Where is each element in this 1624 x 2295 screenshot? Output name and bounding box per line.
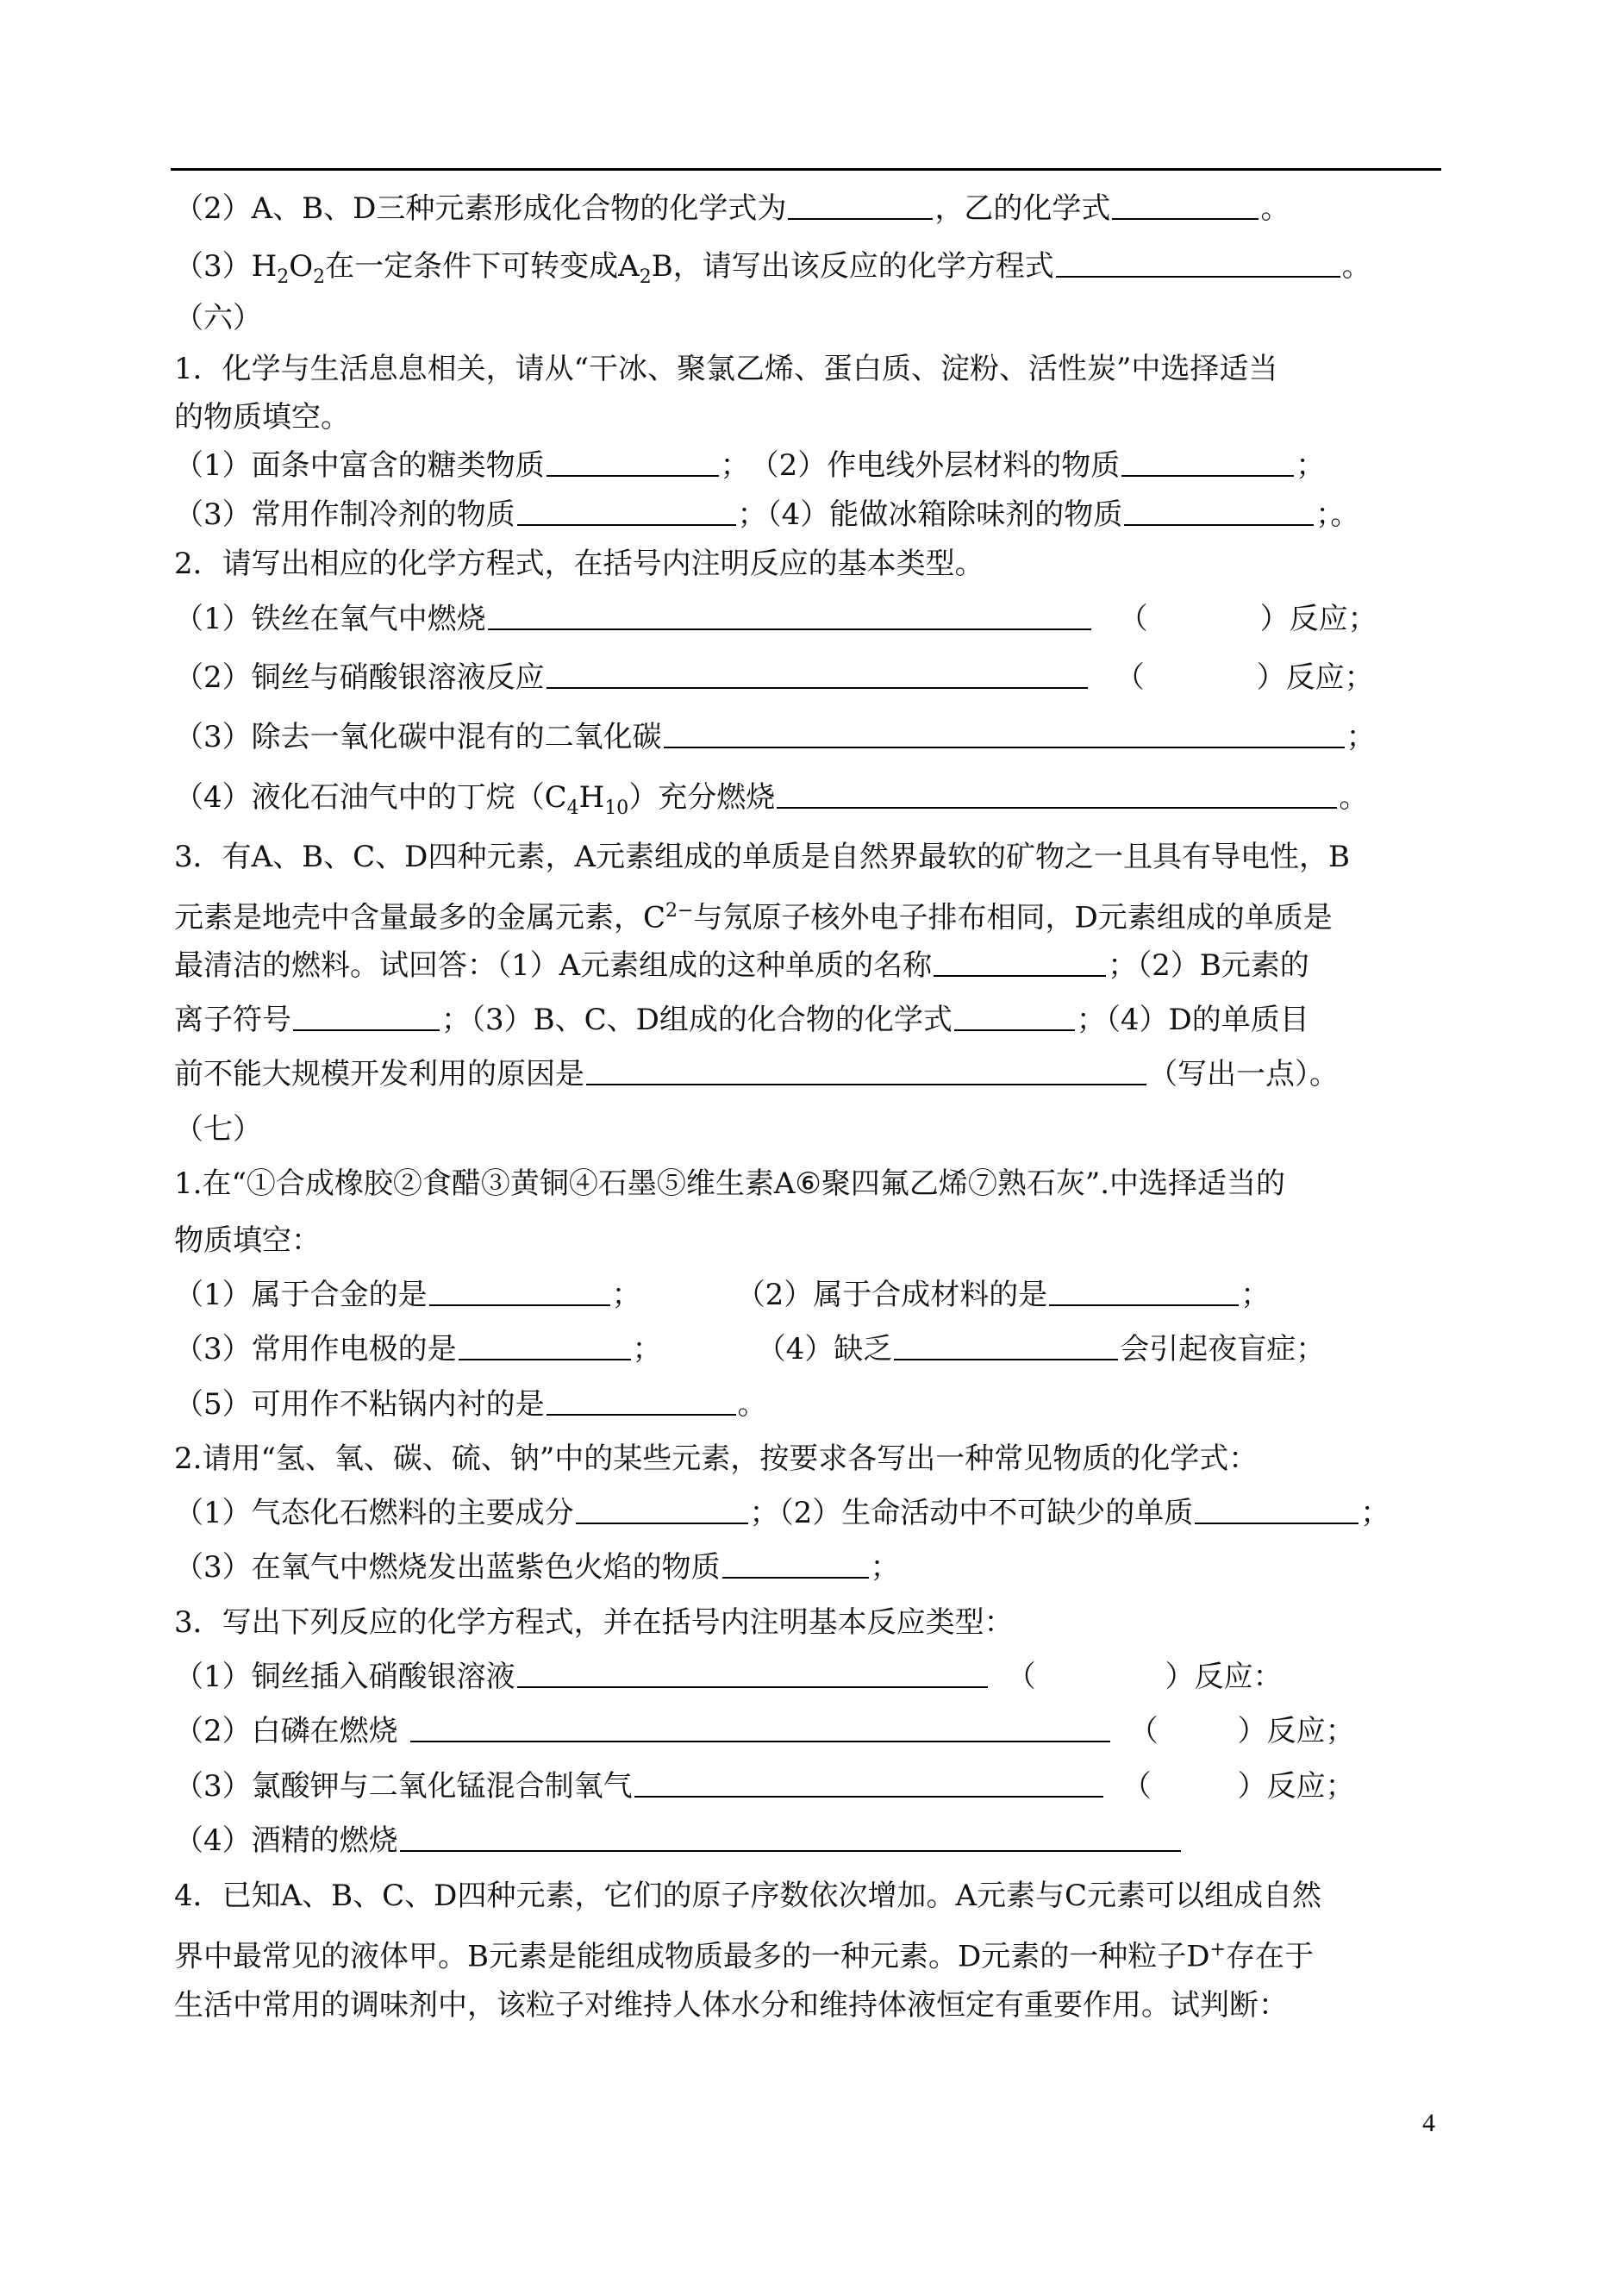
question-7-1-cont: 物质填空： xyxy=(174,1223,321,1258)
answer-blank[interactable] xyxy=(777,781,1337,809)
question-7-3: 3．写出下列反应的化学方程式，并在括号内注明基本反应类型： xyxy=(174,1605,1014,1640)
question-6-2: 2．请写出相应的化学方程式，在括号内注明反应的基本类型。 xyxy=(174,547,984,581)
question-7-2-items: （1）气态化石燃料的主要成分 ；（2）生命活动中不可缺少的单质 ； xyxy=(174,1496,1390,1530)
question-6-3-cont: 前不能大规模开发利用的原因是 （写出一点）。 xyxy=(174,1057,1339,1091)
answer-blank[interactable] xyxy=(586,1058,1146,1085)
section-heading-7: （七） xyxy=(174,1112,262,1147)
answer-blank[interactable] xyxy=(410,1715,1110,1742)
question-6-1: 1．化学与生活息息相关，请从“干冰、聚氯乙烯、蛋白质、淀粉、活性炭”中选择适当 xyxy=(174,352,1278,386)
question-6-2-item: （2）铜丝与硝酸银溶液反应 （ ）反应； xyxy=(174,660,1374,695)
question-6-2-item: （3）除去一氧化碳中混有的二氧化碳 ； xyxy=(174,720,1376,754)
question-7-3-item: （3）氯酸钾与二氧化锰混合制氧气 （ ）反应； xyxy=(174,1769,1355,1804)
answer-blank[interactable] xyxy=(517,498,736,526)
answer-blank[interactable] xyxy=(576,1497,748,1524)
question-6-1-items: （1）面条中富含的糖类物质 ； （2）作电线外层材料的物质 ； xyxy=(174,448,1326,483)
answer-blank[interactable] xyxy=(429,1279,610,1306)
answer-blank[interactable] xyxy=(1112,192,1259,220)
page-number: 4 xyxy=(1422,2109,1435,2137)
answer-blank[interactable] xyxy=(788,192,933,220)
answer-blank[interactable] xyxy=(722,1551,869,1579)
question-7-2-items: （3）在氧气中燃烧发出蓝紫色火焰的物质 ； xyxy=(174,1550,900,1585)
question-6-3-cont: 最清洁的燃料。试回答：（1）A元素组成的这种单质的名称 ；（2）B元素的 xyxy=(174,948,1309,983)
question-7-2: 2.请用“氢、氧、碳、硫、钠”中的某些元素，按要求各写出一种常见物质的化学式： xyxy=(174,1441,1259,1476)
question-7-4-cont: 生活中常用的调味剂中，该粒子对维持人体水分和维持体液恒定有重要作用。试判断： xyxy=(174,1988,1288,2023)
question-6-2-item: （1）铁丝在氧气中燃烧 （ ）反应； xyxy=(174,602,1377,636)
question-6-2-item: （4）液化石油气中的丁烷$(C_4H_{10})$充分燃烧 。 xyxy=(174,780,1369,819)
question-7-3-item: （1）铜丝插入硝酸银溶液 （ ）反应： xyxy=(174,1660,1283,1694)
answer-blank[interactable] xyxy=(547,449,719,477)
answer-blank[interactable] xyxy=(293,1004,440,1031)
question-7-1-items: （3）常用作电极的是 ； （4）缺乏 会引起夜盲症； xyxy=(174,1332,1326,1366)
answer-blank[interactable] xyxy=(517,1660,988,1688)
answer-blank[interactable] xyxy=(400,1824,1181,1852)
question-5-2: （2）A、B、D三种元素形成化合物的化学式为 ，乙的化学式 。 xyxy=(174,191,1290,226)
answer-blank[interactable] xyxy=(459,1333,631,1360)
answer-blank[interactable] xyxy=(488,603,1091,630)
question-5-3: $(3)H_2O_2$在一定条件下可转变成$A_2B$，请写出该反应的化学方程式 。 xyxy=(174,249,1371,288)
answer-blank[interactable] xyxy=(547,1388,736,1416)
answer-blank[interactable] xyxy=(1049,1279,1239,1306)
question-7-3-item: （2）白磷在燃烧 （ ）反应； xyxy=(174,1714,1355,1748)
answer-blank[interactable] xyxy=(634,1770,1103,1798)
question-6-1-cont: 的物质填空。 xyxy=(174,400,350,435)
question-6-3-cont: 离子符号 ；（3）B、C、D组成的化合物的化学式 ；（4）D的单质目 xyxy=(174,1003,1309,1037)
question-7-4-cont: 界中最常见的液体甲。B元素是能组成物质最多的一种元素。D元素的一种粒子D+存在于 xyxy=(174,1939,1314,1974)
question-7-4: 4．已知A、B、C、D四种元素，它们的原子序数依次增加。A元素与C元素可以组成自然 xyxy=(174,1879,1322,1913)
answer-blank[interactable] xyxy=(954,1004,1075,1031)
answer-blank[interactable] xyxy=(1195,1497,1359,1524)
question-7-1-items: （5）可用作不粘锅内衬的是 。 xyxy=(174,1387,767,1422)
answer-blank[interactable] xyxy=(547,661,1088,689)
answer-blank[interactable] xyxy=(934,949,1106,977)
question-7-1: 1.在“①合成橡胶②食醋③黄铜④石墨⑤维生素A⑥聚四氟乙烯⑦熟石灰”.中选择适当的 xyxy=(174,1166,1286,1201)
answer-blank[interactable] xyxy=(894,1333,1118,1360)
section-heading-6: （六） xyxy=(174,301,262,335)
answer-blank[interactable] xyxy=(1124,498,1314,526)
answer-blank[interactable] xyxy=(1121,449,1294,477)
question-7-3-item: （4）酒精的燃烧 xyxy=(174,1822,1183,1860)
question-7-1-items: （1）属于合金的是 ； （2）属于合成材料的是 ； xyxy=(174,1278,1271,1312)
question-6-3-cont: 元素是地壳中含量最多的金属元素，$C^{2-}$与氖原子核外电子排布相同，D元素组成的单质是 xyxy=(174,900,1333,935)
question-6-1-items: （3）常用作制冷剂的物质 ；（4）能做冰箱除味剂的物质 ；。 xyxy=(174,497,1360,532)
answer-blank[interactable] xyxy=(1056,250,1340,278)
question-6-3: 3．有A、B、C、D四种元素，A元素组成的单质是自然界最软的矿物之一且具有导电性，B xyxy=(174,840,1350,874)
answer-blank[interactable] xyxy=(664,721,1345,748)
header-rule xyxy=(171,168,1441,171)
